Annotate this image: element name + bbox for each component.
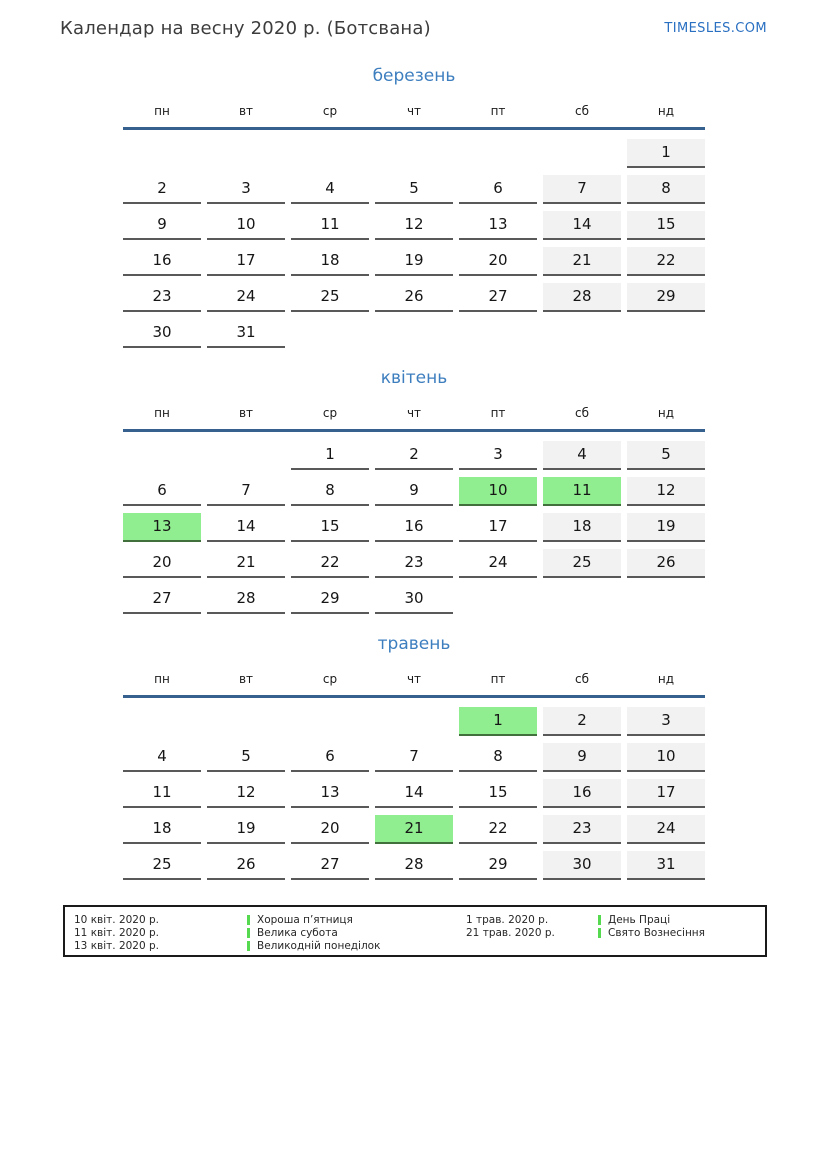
legend-date: 1 трав. 2020 р. (466, 913, 549, 926)
month-section (123, 368, 705, 614)
day-cell: 3 (207, 175, 285, 204)
header-rule (123, 695, 705, 698)
day-cell: 17 (459, 513, 537, 542)
weekday-label: нд (657, 406, 675, 420)
empty-cell (375, 139, 453, 168)
day-cell: 18 (291, 247, 369, 276)
day-cell: 1 (291, 441, 369, 470)
day-cell: 17 (207, 247, 285, 276)
weekday-header-row (123, 672, 705, 695)
week-row (123, 477, 705, 506)
day-cell: 18 (543, 513, 621, 542)
day-cell: 10 (627, 743, 705, 772)
weekday-label: пт (490, 406, 506, 420)
day-cell: 22 (291, 549, 369, 578)
legend-entry (74, 913, 466, 926)
week-row (123, 139, 705, 168)
legend-date: 10 квіт. 2020 р. (74, 913, 159, 926)
legend-holiday-name: День Праці (608, 913, 671, 926)
day-cell: 16 (375, 513, 453, 542)
day-cell: 1 (459, 707, 537, 736)
empty-cell (207, 441, 285, 470)
day-cell: 21 (207, 549, 285, 578)
day-cell: 3 (627, 707, 705, 736)
day-cell: 18 (123, 815, 201, 844)
holiday-marker-icon (247, 941, 250, 951)
day-cell: 6 (291, 743, 369, 772)
day-cell: 23 (375, 549, 453, 578)
weekday-label: сб (575, 406, 589, 420)
empty-cell (123, 139, 201, 168)
legend-holiday-name: Свято Вознесіння (608, 926, 705, 939)
week-row (123, 549, 705, 578)
week-row (123, 247, 705, 276)
empty-cell (627, 319, 705, 348)
day-cell: 3 (459, 441, 537, 470)
weekday-label: пн (154, 406, 170, 420)
day-cell: 29 (291, 585, 369, 614)
day-cell: 30 (375, 585, 453, 614)
legend-date: 11 квіт. 2020 р. (74, 926, 159, 939)
day-cell: 10 (459, 477, 537, 506)
day-cell: 13 (291, 779, 369, 808)
week-row (123, 441, 705, 470)
holiday-marker-icon (247, 915, 250, 925)
day-cell: 24 (627, 815, 705, 844)
empty-cell (627, 585, 705, 614)
day-cell: 8 (627, 175, 705, 204)
day-cell: 26 (207, 851, 285, 880)
months (123, 66, 705, 887)
day-cell: 2 (123, 175, 201, 204)
day-cell: 7 (543, 175, 621, 204)
brand-link[interactable]: TIMESLES.COM (664, 21, 767, 36)
day-cell: 21 (543, 247, 621, 276)
empty-cell (123, 707, 201, 736)
day-cell: 25 (291, 283, 369, 312)
weekday-label: ср (322, 104, 338, 118)
weekday-label: ср (322, 406, 338, 420)
day-cell: 21 (375, 815, 453, 844)
day-cell: 16 (543, 779, 621, 808)
empty-cell (459, 585, 537, 614)
empty-cell (291, 707, 369, 736)
day-cell: 14 (543, 211, 621, 240)
holiday-marker-icon (598, 928, 601, 938)
day-cell: 25 (123, 851, 201, 880)
holiday-legend (63, 905, 767, 957)
page-title: Календар на весну 2020 р. (Ботсвана) (60, 18, 431, 39)
day-cell: 28 (543, 283, 621, 312)
empty-cell (459, 319, 537, 348)
day-cell: 4 (291, 175, 369, 204)
empty-cell (207, 139, 285, 168)
empty-cell (543, 139, 621, 168)
weekday-label: чт (406, 104, 422, 118)
weekday-header-row (123, 104, 705, 127)
legend-holiday-name: Великодній понеділок (257, 939, 381, 952)
page-header (60, 18, 767, 39)
day-cell: 15 (291, 513, 369, 542)
week-row (123, 175, 705, 204)
weekday-label: пн (154, 104, 170, 118)
week-row (123, 815, 705, 844)
empty-cell (543, 585, 621, 614)
day-cell: 17 (627, 779, 705, 808)
day-cell: 7 (375, 743, 453, 772)
legend-date: 13 квіт. 2020 р. (74, 939, 159, 952)
day-cell: 23 (543, 815, 621, 844)
day-cell: 19 (375, 247, 453, 276)
day-cell: 14 (375, 779, 453, 808)
day-cell: 20 (123, 549, 201, 578)
day-cell: 16 (123, 247, 201, 276)
day-cell: 6 (123, 477, 201, 506)
weekday-label: вт (238, 406, 254, 420)
day-cell: 9 (543, 743, 621, 772)
month-section (123, 66, 705, 348)
day-cell: 4 (123, 743, 201, 772)
header-rule (123, 429, 705, 432)
week-row (123, 743, 705, 772)
day-cell: 2 (543, 707, 621, 736)
day-cell: 4 (543, 441, 621, 470)
day-cell: 31 (627, 851, 705, 880)
day-cell: 12 (207, 779, 285, 808)
day-cell: 8 (291, 477, 369, 506)
week-row (123, 851, 705, 880)
legend-entry (466, 926, 705, 939)
weekday-label: пт (490, 672, 506, 686)
week-row (123, 707, 705, 736)
empty-cell (375, 319, 453, 348)
day-cell: 28 (207, 585, 285, 614)
day-cell: 29 (459, 851, 537, 880)
month-title: березень (372, 66, 456, 86)
empty-cell (291, 139, 369, 168)
day-cell: 20 (291, 815, 369, 844)
day-cell: 22 (627, 247, 705, 276)
day-cell: 19 (627, 513, 705, 542)
day-cell: 13 (459, 211, 537, 240)
day-cell: 5 (627, 441, 705, 470)
legend-holiday-name: Велика субота (257, 926, 338, 939)
day-cell: 20 (459, 247, 537, 276)
weekday-label: сб (575, 672, 589, 686)
empty-cell (291, 319, 369, 348)
empty-cell (207, 707, 285, 736)
day-cell: 10 (207, 211, 285, 240)
legend-column (74, 913, 466, 952)
week-row (123, 513, 705, 542)
weekday-label: вт (238, 104, 254, 118)
day-cell: 11 (123, 779, 201, 808)
weekday-header-row (123, 406, 705, 429)
empty-cell (375, 707, 453, 736)
day-cell: 8 (459, 743, 537, 772)
legend-entry (74, 939, 466, 952)
legend-date: 21 трав. 2020 р. (466, 926, 555, 939)
day-cell: 9 (375, 477, 453, 506)
holiday-marker-icon (247, 928, 250, 938)
day-cell: 5 (207, 743, 285, 772)
day-cell: 26 (375, 283, 453, 312)
day-cell: 23 (123, 283, 201, 312)
day-cell: 24 (207, 283, 285, 312)
weekday-label: нд (657, 672, 675, 686)
weekday-label: ср (322, 672, 338, 686)
weekday-label: пт (490, 104, 506, 118)
day-cell: 30 (543, 851, 621, 880)
weekday-label: чт (406, 672, 422, 686)
legend-entry (74, 926, 466, 939)
weekday-label: нд (657, 104, 675, 118)
day-cell: 5 (375, 175, 453, 204)
day-cell: 22 (459, 815, 537, 844)
empty-cell (123, 441, 201, 470)
day-cell: 25 (543, 549, 621, 578)
day-cell: 7 (207, 477, 285, 506)
legend-column (466, 913, 705, 939)
weekday-label: чт (406, 406, 422, 420)
day-cell: 31 (207, 319, 285, 348)
legend-entry (466, 913, 705, 926)
week-row (123, 779, 705, 808)
day-cell: 27 (123, 585, 201, 614)
weekday-label: пн (154, 672, 170, 686)
day-cell: 12 (375, 211, 453, 240)
week-row (123, 211, 705, 240)
day-cell: 11 (291, 211, 369, 240)
weekday-label: сб (575, 104, 589, 118)
legend-holiday-name: Хороша п’ятниця (257, 913, 353, 926)
day-cell: 12 (627, 477, 705, 506)
day-cell: 6 (459, 175, 537, 204)
month-section (123, 634, 705, 880)
day-cell: 15 (627, 211, 705, 240)
week-row (123, 283, 705, 312)
day-cell: 28 (375, 851, 453, 880)
month-title: квітень (380, 368, 448, 388)
weekday-label: вт (238, 672, 254, 686)
empty-cell (459, 139, 537, 168)
day-cell: 14 (207, 513, 285, 542)
day-cell: 19 (207, 815, 285, 844)
week-row (123, 319, 705, 348)
day-cell: 24 (459, 549, 537, 578)
day-cell: 1 (627, 139, 705, 168)
empty-cell (543, 319, 621, 348)
day-cell: 29 (627, 283, 705, 312)
holiday-marker-icon (598, 915, 601, 925)
day-cell: 15 (459, 779, 537, 808)
day-cell: 26 (627, 549, 705, 578)
day-cell: 30 (123, 319, 201, 348)
day-cell: 9 (123, 211, 201, 240)
day-cell: 27 (291, 851, 369, 880)
day-cell: 2 (375, 441, 453, 470)
day-cell: 13 (123, 513, 201, 542)
day-cell: 27 (459, 283, 537, 312)
week-row (123, 585, 705, 614)
day-cell: 11 (543, 477, 621, 506)
month-title: травень (377, 634, 451, 654)
header-rule (123, 127, 705, 130)
